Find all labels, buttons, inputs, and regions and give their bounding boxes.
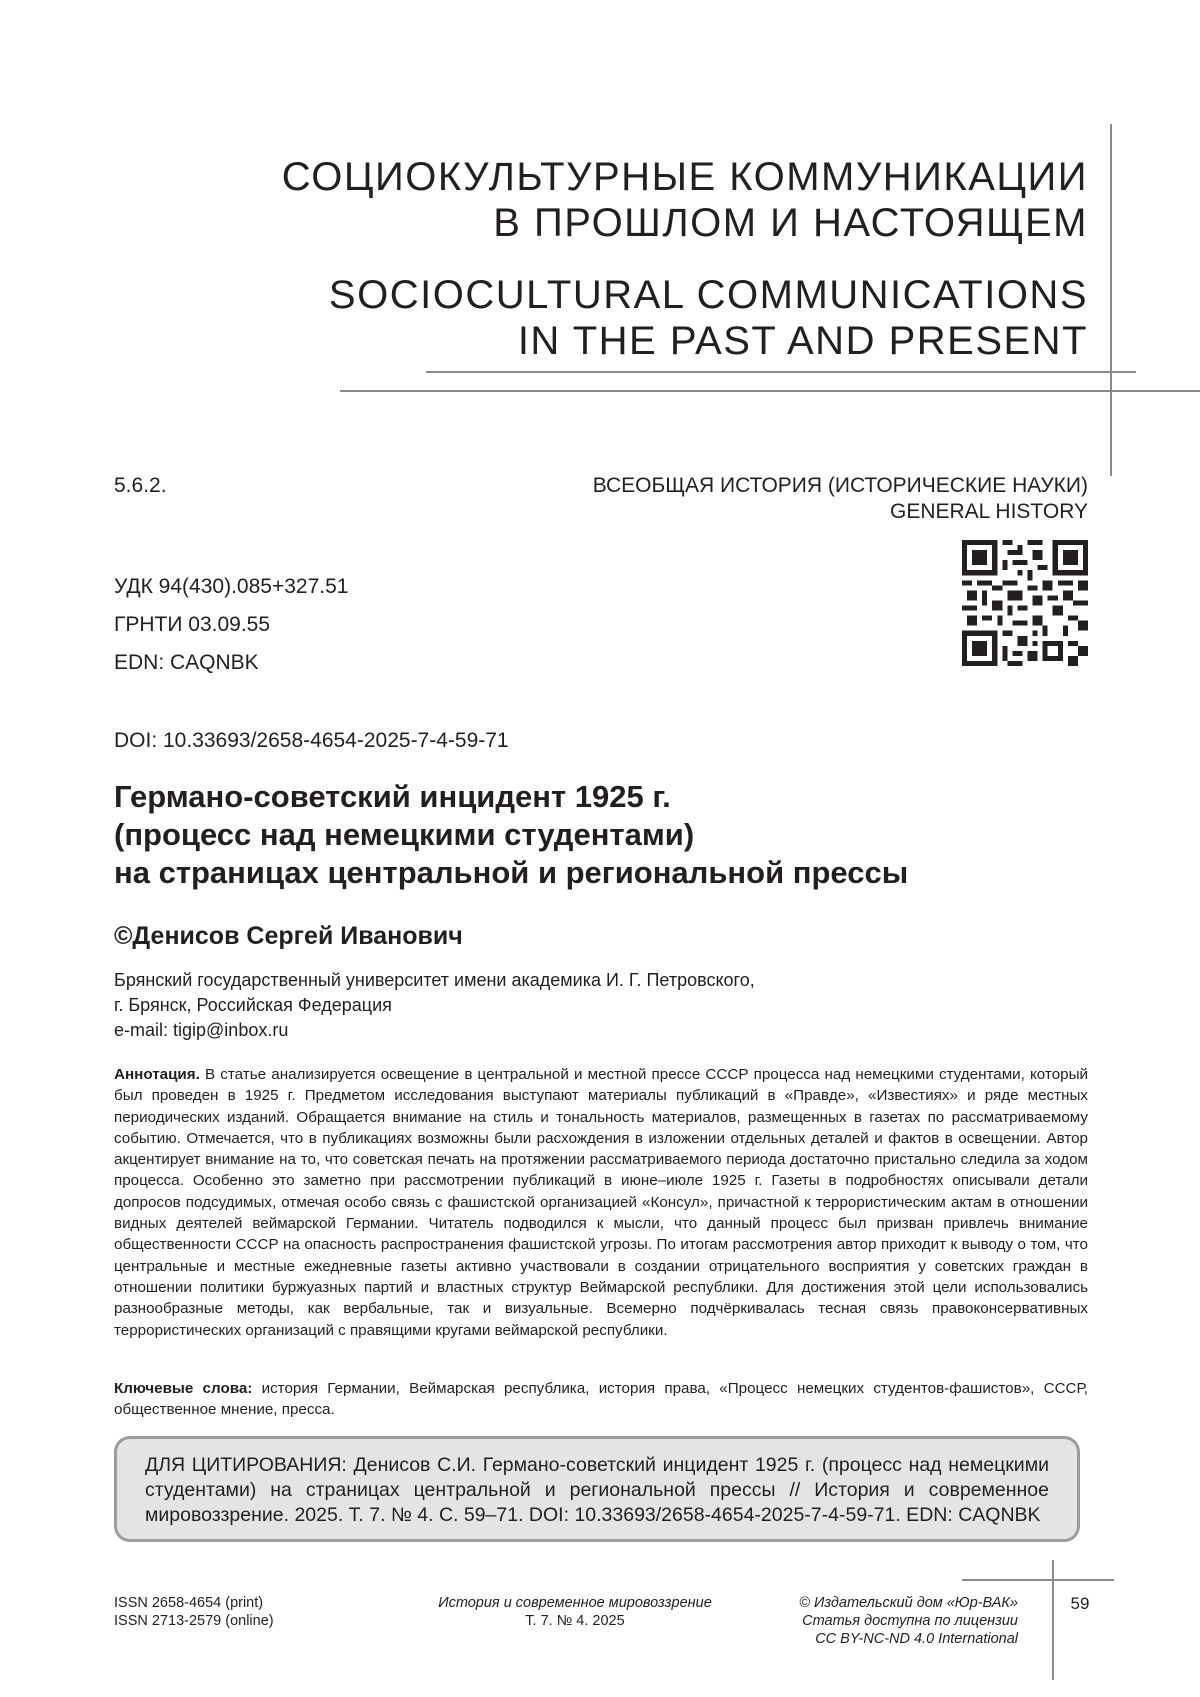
article-title-line1: Германо-советский инцидент 1925 г. [114,779,671,814]
section-title-ru [282,154,1088,246]
license-line2[interactable]: CC BY-NC-ND 4.0 International [815,1631,1018,1647]
keywords-text: история Германии, Веймарская республика, история права, «Процесс немецких студентов-фашистов», СССР, общественное мнение, пресса. [114,1380,1088,1419]
issn-print: ISSN 2658-4654 (print) [114,1595,264,1611]
decorative-horizontal-line-1 [426,371,1136,373]
footer-vertical-line [1052,1560,1054,1680]
journal-volume: Т. 7. № 4. 2025 [525,1613,625,1629]
qr-code-icon[interactable] [962,540,1088,666]
rubric [593,473,1088,525]
section-title-en-line2: IN THE PAST AND PRESENT [517,319,1088,363]
license-line1: Статья доступна по лицензии [802,1613,1018,1629]
publisher: © Издательский дом «Юр-ВАК» [799,1595,1018,1611]
keywords-label: Ключевые слова: [114,1380,253,1397]
footer-publisher [799,1594,1018,1648]
grnti: ГРНТИ 03.09.55 [114,613,271,636]
rubric-en: GENERAL HISTORY [889,500,1088,523]
footer-issn [114,1594,274,1630]
page-number: 59 [1070,1594,1090,1613]
author-email[interactable]: e-mail: tigip@inbox.ru [114,1020,289,1040]
citation-box [114,1436,1080,1542]
journal-name: История и современное мировоззрение [438,1595,712,1611]
abstract [114,1064,1088,1341]
author-name: ©Денисов Сергей Иванович [114,922,463,950]
abstract-text: В статье анализируется освещение в центральной и местной прессе СССР процесса над немецкими студентами, который был проведен в 1925 г. Предметом исследования выступают материалы публикаций в «Правде», «Известиях» и ряде местных периодических изданий. Обращается внимание на стиль и тональность материалов, размещенных в газетах по рассматриваемому событию. Отмечается, что в публикациях возможны были расхождения в изложении отдельных деталей и фактов в освещении. Автор акцентирует внимание на то, что советская печать на протяжении рассматриваемого периода достаточно пристально следила за ходом процесса. Особенно это заметно при рассмотрении публикаций в июне–июле 1925 г. Газеты в подробностях описывали детали допросов подсудимых, отмечая особо связь с фашистской организацией «Консул», причастной к террористическим актам в отношении видных деятелей веймарской Германии. Читатель подводился к мысли, что данный процесс был призван привлечь внимание общественности СССР на опасность распространения фашистской угрозы. По итогам рассмотрения автор приходит к выводу о том, что центральные и местные ежедневные газеты активно участвовали в создании отрицательного восприятия у советских граждан в отношении политики буржуазных партий и властных структур Веймарской республики. Для достижения этой цели использовались разнообразные методы, как вербальные, так и визуальные. Всемерно подчёркивалась тесная связь правоконсервативных террористических организаций с правящими кругами веймарской республики. [114,1066,1088,1339]
section-title-en [329,272,1088,364]
affiliation-line1: Брянский государственный университет имени академика И. Г. Петровского, [114,970,755,990]
footer-journal [300,1594,850,1630]
section-title-en-line1: SOCIOCULTURAL COMMUNICATIONS [328,273,1088,317]
specialty-code: 5.6.2. [114,474,167,497]
keywords [114,1378,1088,1421]
citation-text: ДЛЯ ЦИТИРОВАНИЯ: Денисов С.И. Германо-советский инцидент 1925 г. (процесс над немецкими студентами) на страницах центральной и региональной прессы // История и современное мировоззрение. 2025. Т. 7. № 4. С. 59–71. DOI: 10.33693/2658-4654-2025-7-4-59-71. EDN: CAQNBK [145,1454,1049,1526]
article-title-line2: (процесс над немецкими студентами) [114,817,695,852]
issn-online: ISSN 2713-2579 (online) [114,1613,274,1629]
article-title-line3: на страницах центральной и региональной прессы [114,855,909,890]
udk: УДК 94(430).085+327.51 [114,575,349,598]
decorative-horizontal-line-2 [340,390,1200,392]
article-title [114,778,1094,892]
author-affiliation [114,968,755,1043]
rubric-ru: ВСЕОБЩАЯ ИСТОРИЯ (ИСТОРИЧЕСКИЕ НАУКИ) [592,474,1088,497]
section-title-ru-line2: В ПРОШЛОМ И НАСТОЯЩЕМ [493,201,1088,245]
edn: EDN: CAQNBK [114,651,259,674]
abstract-label: Аннотация. [114,1066,200,1083]
decorative-vertical-line-top [1110,124,1112,476]
footer-horizontal-line [962,1579,1114,1581]
section-title-ru-line1: СОЦИОКУЛЬТУРНЫЕ КОММУНИКАЦИИ [281,155,1088,199]
doi: DOI: 10.33693/2658-4654-2025-7-4-59-71 [114,729,509,752]
affiliation-line2: г. Брянск, Российская Федерация [114,995,392,1015]
